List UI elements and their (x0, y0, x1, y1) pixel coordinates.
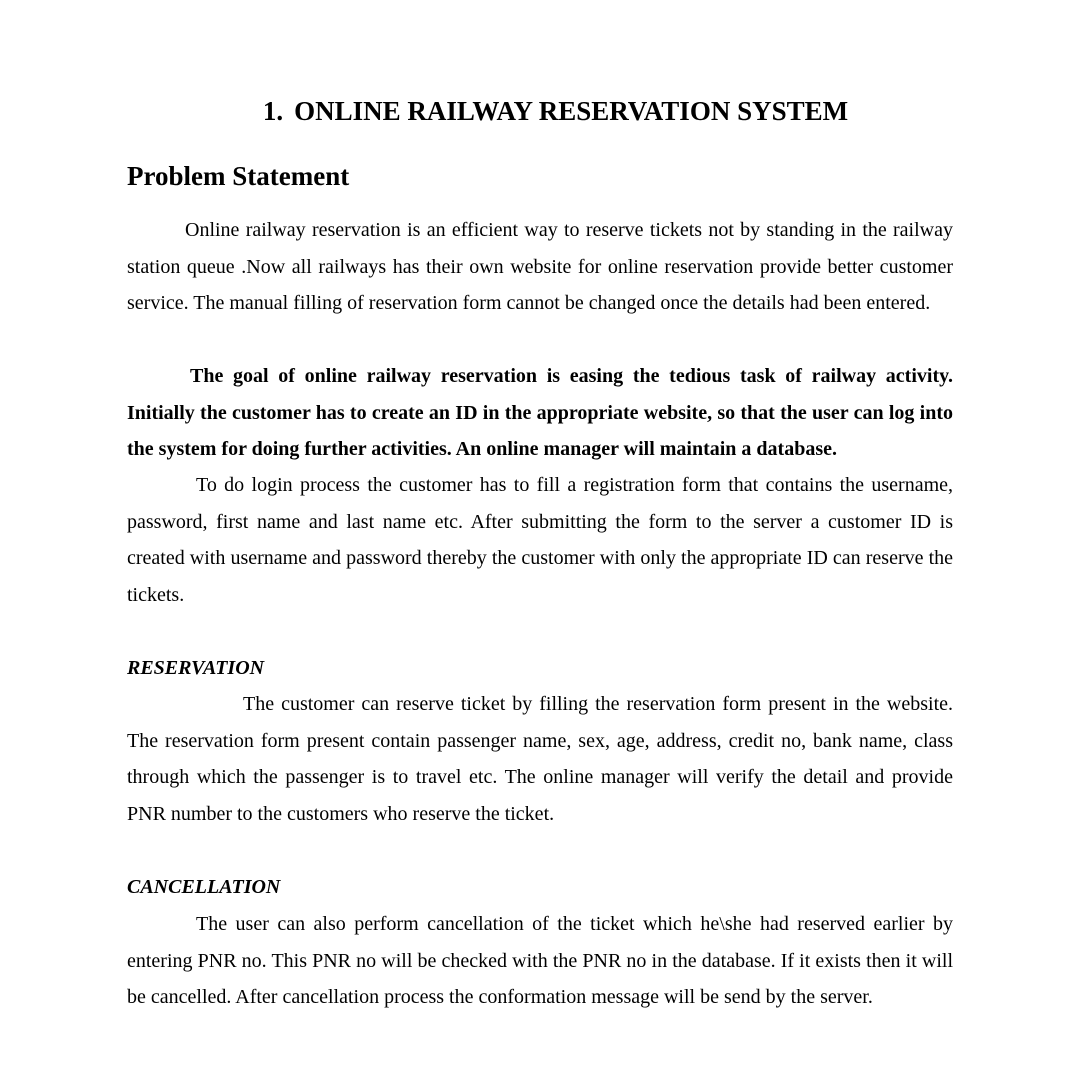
login-paragraph: To do login process the customer has to fill a registration form that contains the username, password, first name and last name etc. After submitting the form to the server a customer ID is created with username and password thereby the customer with only the appropriate ID can reserve the tickets. (127, 474, 953, 606)
goal-paragraph: The goal of online railway reservation is easing the tedious task of railway activity. Initially the customer has to create an ID in the appropriate website, so that the user can log into the system for doing further activities. An online manager will maintain a database. (127, 365, 953, 460)
title-number: 1. (262, 96, 284, 126)
intro-paragraph: Online railway reservation is an efficient way to reserve tickets not by standing in the railway station queue .Now all railways has their own website for online reservation provide better customer service. The manual filling of reservation form cannot be changed once the details had been entered. (127, 219, 953, 314)
cancellation-paragraph: The user can also perform cancellation of the ticket which he\she had reserved earlier by entering PNR no. This PNR no will be checked with the PNR no in the database. If it exists then it will be cancelled. After cancellation process the conformation message will be send by the server. (127, 913, 953, 1008)
page-title (127, 94, 953, 128)
title-text: ONLINE RAILWAY RESERVATION SYSTEM (294, 96, 849, 126)
cancellation-heading: CANCELLATION (127, 876, 281, 898)
reservation-paragraph: The customer can reserve ticket by filling the reservation form present in the website. The reservation form present contain passenger name, sex, age, address, credit no, bank name, class through which the passenger is to travel etc. The online manager will verify the detail and provide PNR number to the customers who reserve the ticket. (127, 693, 953, 825)
reservation-heading: RESERVATION (127, 657, 265, 679)
problem-statement-heading: Problem Statement (127, 161, 350, 191)
